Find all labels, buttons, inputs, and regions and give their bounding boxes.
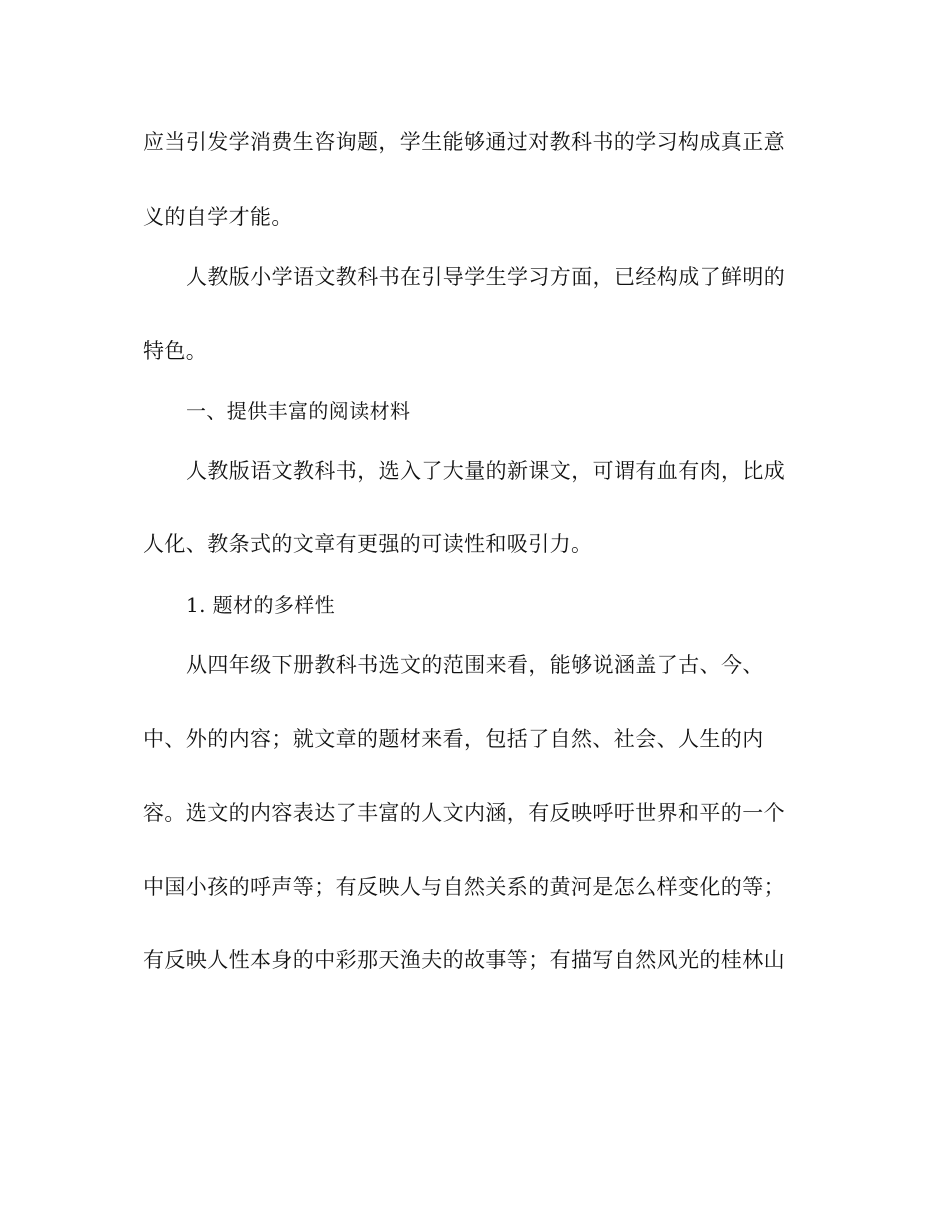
paragraph-line: 从四年级下册教科书选文的范围来看，能够说涵盖了古、今、 (186, 653, 764, 677)
paragraph-line: 人教版语文教科书，选入了大量的新课文，可谓有血有肉，比成 (186, 459, 786, 483)
paragraph-line: 人化、教条式的文章有更强的可读性和吸引力。 (143, 532, 593, 556)
section-heading: 一、提供丰富的阅读材料 (186, 399, 411, 423)
paragraph-line: 容。选文的内容表达了丰富的人文内涵，有反映呼吁世界和平的一个 (143, 801, 785, 825)
paragraph-line: 义的自学才能。 (143, 205, 293, 229)
paragraph-line: 中国小孩的呼声等；有反映人与自然关系的黄河是怎么样变化的等； (143, 875, 785, 899)
subsection-heading: 1. 题材的多样性 (186, 593, 336, 617)
paragraph-line: 特色。 (143, 339, 208, 363)
paragraph-line: 人教版小学语文教科书在引导学生学习方面，已经构成了鲜明的 (186, 265, 786, 289)
paragraph-line: 应当引发学消费生咨询题，学生能够通过对教科书的学习构成真正意 (143, 130, 785, 154)
paragraph-line: 有反映人性本身的中彩那天渔夫的故事等；有描写自然风光的桂林山 (143, 948, 785, 972)
paragraph-line: 中、外的内容；就文章的题材来看，包括了自然、社会、人生的内 (143, 727, 764, 751)
